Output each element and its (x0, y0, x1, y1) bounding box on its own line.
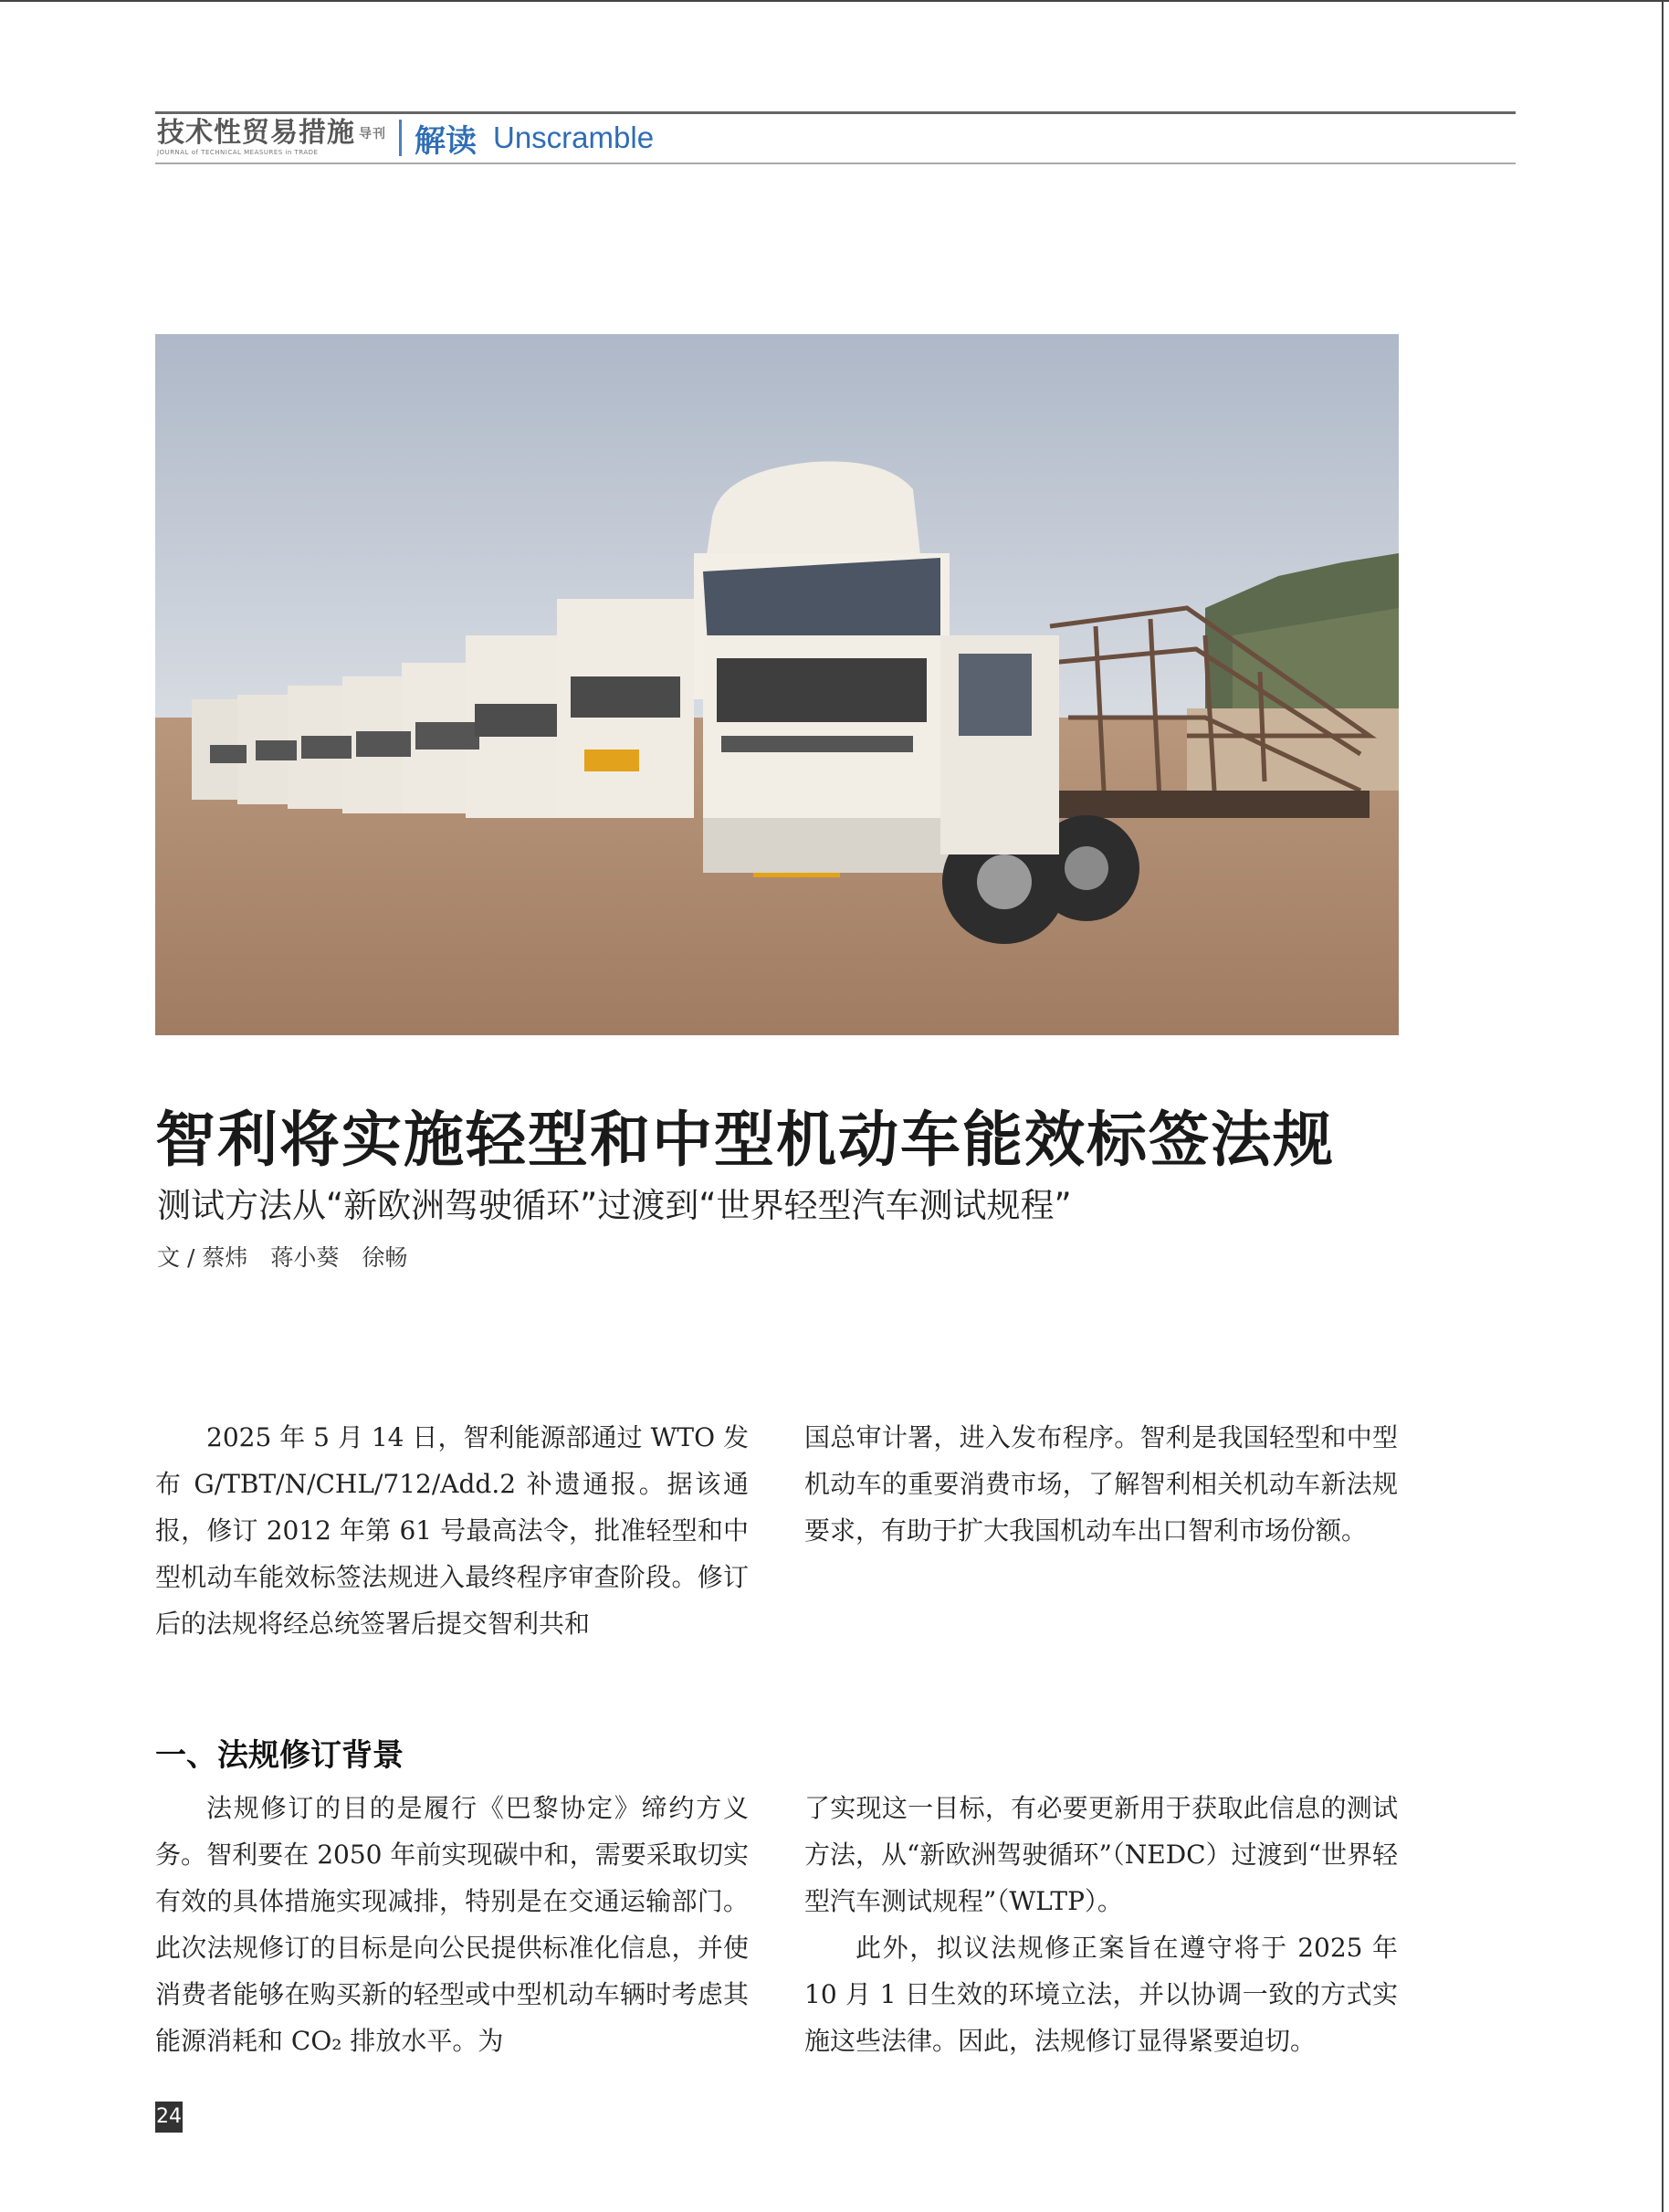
section1-paragraph-right-2: 此外，拟议法规修正案旨在遵守将于 2025 年 10 月 1 日生效的环境立法，并以协调一致的方式实施这些法律。因此，法规修订显得紧要迫切。 (804, 1933, 1398, 2056)
truck-fleet-illustration (155, 334, 1399, 1035)
article-byline: 文 / 蔡炜 蒋小葵 徐畅 (157, 1244, 408, 1271)
section-label-en: Unscramble (493, 121, 655, 154)
section-label-cn: 解读 (415, 122, 477, 160)
section1-paragraph-right-1: 了实现这一目标，有必要更新用于获取此信息的测试方法，从“新欧洲驾驶循环”（NEDC）过渡到“世界轻型汽车测试规程”（WLTP）。 (804, 1793, 1398, 1916)
journal-logo (157, 119, 386, 157)
intro-paragraph-right: 国总审计署，进入发布程序。智利是我国轻型和中型机动车的重要消费市场，了解智利相关机动车新法规要求，有助于扩大我国机动车出口智利市场份额。 (804, 1422, 1398, 1546)
page-top-border (0, 0, 1669, 2)
article-subtitle: 测试方法从“新欧洲驾驶循环”过渡到“世界轻型汽车测试规程” (157, 1186, 1072, 1225)
intro-column-right (804, 1414, 1398, 1554)
section-heading-background: 一、法规修订背景 (155, 1737, 404, 1774)
header-divider (399, 120, 402, 156)
section1-column-left (155, 1785, 749, 2064)
header-top-rule (155, 111, 1516, 114)
intro-column-left (155, 1414, 749, 1647)
article-title: 智利将实施轻型和中型机动车能效标签法规 (155, 1105, 1335, 1175)
journal-name: 技术性贸易措施 (157, 117, 355, 150)
page-number: 24 (155, 2102, 183, 2133)
page-right-border (1662, 0, 1664, 2212)
section1-paragraph-left: 法规修订的目的是履行《巴黎协定》缔约方义务。智利要在 2050 年前实现碳中和，需要采取切实有效的具体措施实现减排，特别是在交通运输部门。此次法规修订的目标是向公民提供标准化信息，并使消费者能够在购买新的轻型或中型机动车辆时考虑其能源消耗和 CO₂ 排放水平。为 (155, 1793, 749, 2056)
running-header (157, 117, 654, 159)
header-bottom-rule (155, 162, 1516, 164)
article-photo-trucks (155, 334, 1399, 1035)
journal-tag: 导刊 (359, 126, 386, 142)
section1-column-right (804, 1785, 1398, 2064)
journal-english-name: JOURNAL of TECHNICAL MEASURES in TRADE (157, 148, 319, 156)
intro-paragraph-left: 2025 年 5 月 14 日，智利能源部通过 WTO 发布 G/TBT/N/CHL/712/Add.2 补遗通报。据该通报，修订 2012 年第 61 号最高法令，批准轻型和中型机动车能效标签法规进入最终程序审查阶段。修订后的法规将经总统签署后提交智利共和 (155, 1422, 749, 1639)
